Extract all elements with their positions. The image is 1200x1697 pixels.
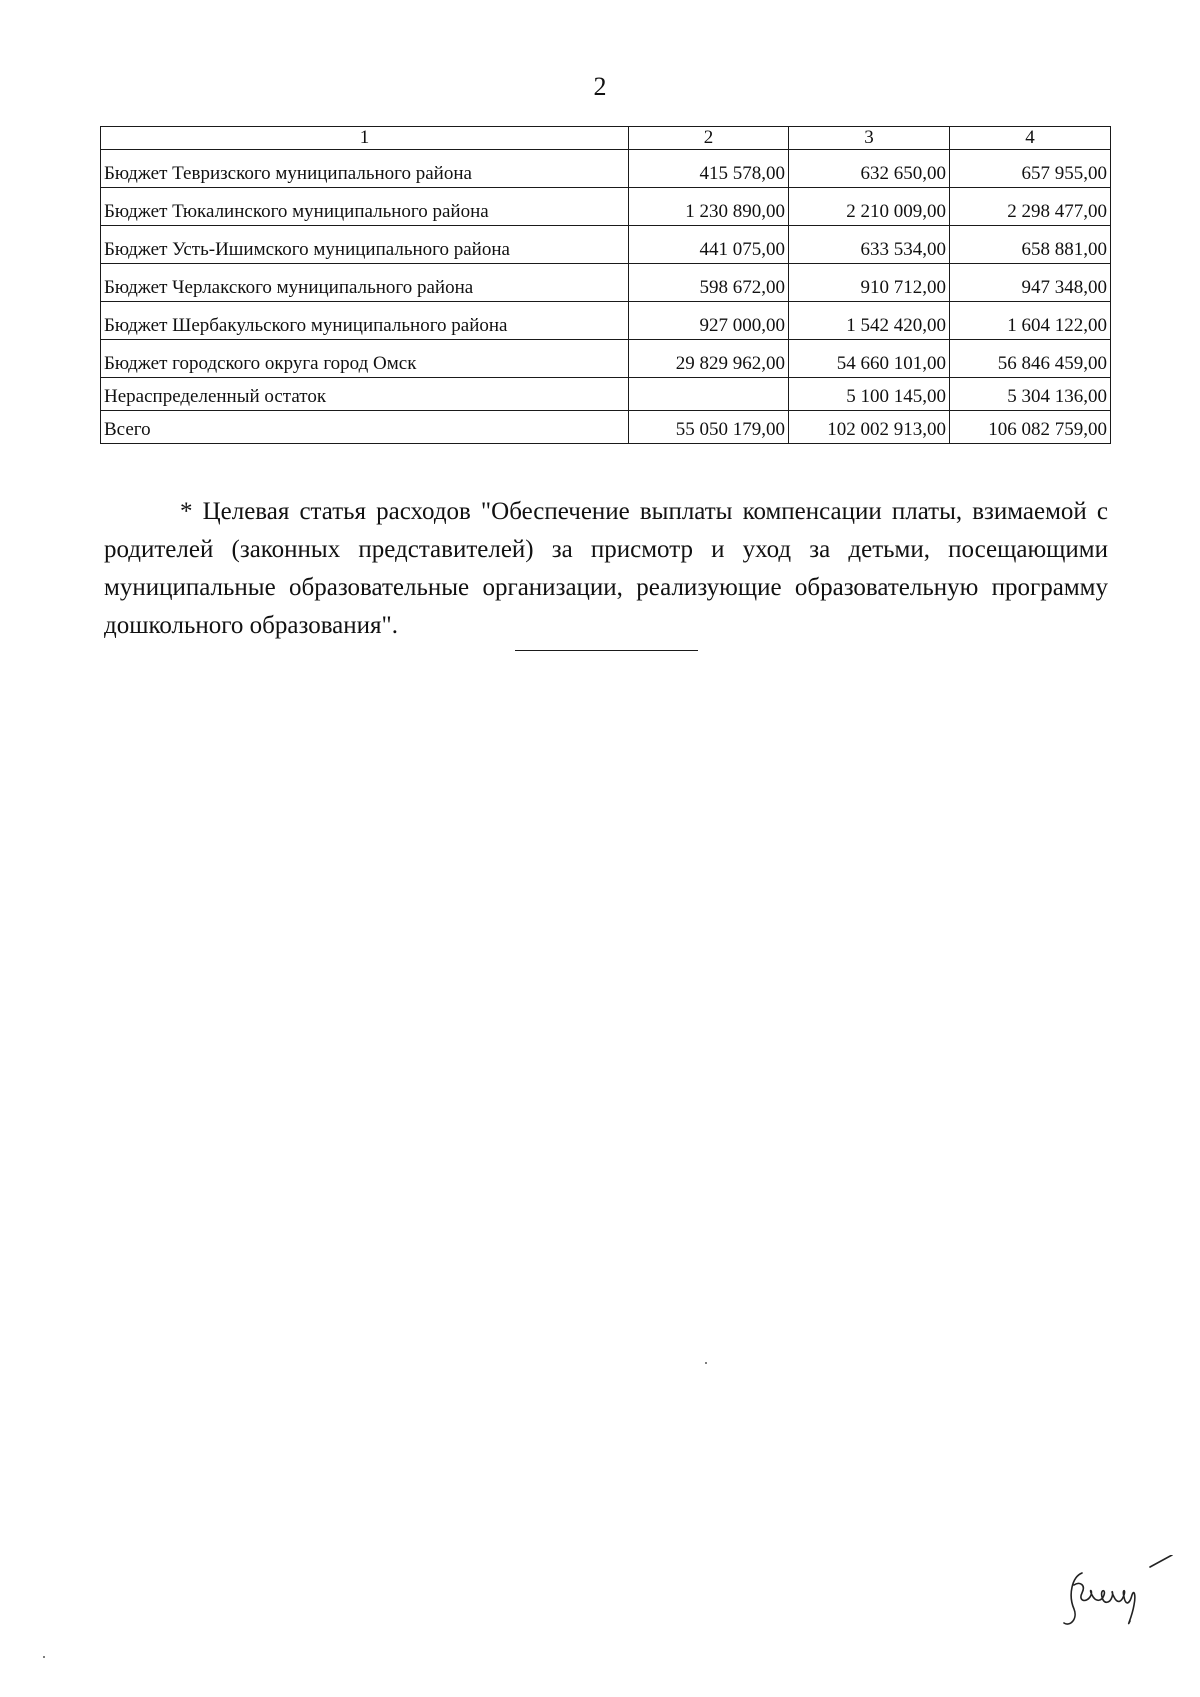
row-name: Всего: [101, 411, 629, 444]
row-value-col3: 2 210 009,00: [789, 188, 950, 226]
row-name: Нераспределенный остаток: [101, 378, 629, 411]
end-of-document-rule: [515, 650, 698, 651]
row-value-col2: 415 578,00: [629, 150, 789, 188]
row-name: Бюджет Усть-Ишимского муниципального района: [101, 226, 629, 264]
scan-speck: [705, 1362, 707, 1364]
row-value-col3: 54 660 101,00: [789, 340, 950, 378]
row-value-col2: 598 672,00: [629, 264, 789, 302]
row-value-col2: 441 075,00: [629, 226, 789, 264]
row-value-col4: 947 348,00: [950, 264, 1111, 302]
row-value-col4: 2 298 477,00: [950, 188, 1111, 226]
row-value-col4: 5 304 136,00: [950, 378, 1111, 411]
row-name: Бюджет Тюкалинского муниципального района: [101, 188, 629, 226]
table-row: [101, 340, 1111, 378]
signature-icon: [1060, 1555, 1180, 1635]
row-value-col2: 29 829 962,00: [629, 340, 789, 378]
row-name: Бюджет Черлакского муниципального района: [101, 264, 629, 302]
row-value-col3: 633 534,00: [789, 226, 950, 264]
row-value-col3: 910 712,00: [789, 264, 950, 302]
table-row-total: [101, 411, 1111, 444]
column-header-3: 3: [789, 127, 950, 150]
row-value-col3: 1 542 420,00: [789, 302, 950, 340]
row-name: Бюджет Шербакульского муниципального района: [101, 302, 629, 340]
scan-speck: [43, 1656, 45, 1658]
table-row: [101, 264, 1111, 302]
row-value-col2: 927 000,00: [629, 302, 789, 340]
table-row: [101, 226, 1111, 264]
row-name: Бюджет городского округа город Омск: [101, 340, 629, 378]
table-row: [101, 302, 1111, 340]
table-row: [101, 188, 1111, 226]
page-number: 2: [593, 72, 607, 101]
column-header-1: 1: [101, 127, 629, 150]
table-header-row: [101, 127, 1111, 150]
row-value-col2: 55 050 179,00: [629, 411, 789, 444]
table-row: [101, 378, 1111, 411]
budget-table: [100, 126, 1111, 444]
column-header-4: 4: [950, 127, 1111, 150]
row-value-col2: [629, 378, 789, 411]
row-value-col4: 657 955,00: [950, 150, 1111, 188]
table-row: [101, 150, 1111, 188]
row-value-col4: 56 846 459,00: [950, 340, 1111, 378]
row-value-col2: 1 230 890,00: [629, 188, 789, 226]
row-value-col3: 632 650,00: [789, 150, 950, 188]
row-value-col3: 102 002 913,00: [789, 411, 950, 444]
row-value-col3: 5 100 145,00: [789, 378, 950, 411]
row-value-col4: 106 082 759,00: [950, 411, 1111, 444]
column-header-2: 2: [629, 127, 789, 150]
row-name: Бюджет Тевризского муниципального района: [101, 150, 629, 188]
row-value-col4: 658 881,00: [950, 226, 1111, 264]
footnote: * Целевая статья расходов "Обеспечение выплаты компенсации платы, взимаемой с родителей (законных представителей) за присмотр и уход за детьми, посещающими муниципальные образовательные организации, реализующие образовательную программу дошкольного образования".: [104, 498, 1108, 639]
row-value-col4: 1 604 122,00: [950, 302, 1111, 340]
